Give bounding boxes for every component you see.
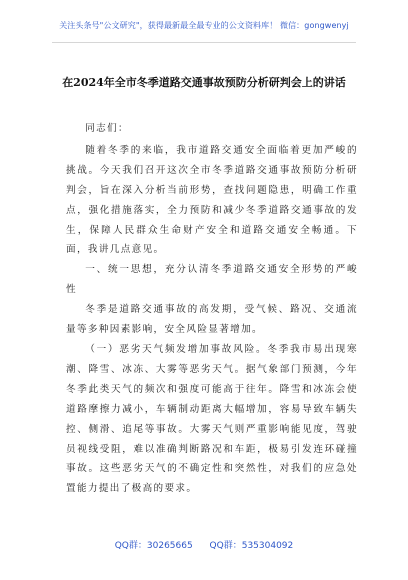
footer-qq-groups: QQ群：30265665 QQ群：535304092: [114, 541, 294, 551]
body-paragraph: 冬季是道路交通事故的高发期，受气候、路况、交通流量等多种因素影响，安全风险显著增加。: [66, 304, 358, 336]
greeting-paragraph: 同志们：: [85, 123, 129, 134]
intro-paragraph: 随着冬季的来临，我市道路交通安全面临着更加严峻的挑战。今天我们召开这次全市冬季道路交通事故预防分析研判会，旨在深入分析当前形势，查找问题隐患，明确工作重点，强化措施落实，全力预防和减少冬季道路交通事故的发生，保障人民群众生命财产安全和道路交通安全畅通。下面，我讲几点意见。: [66, 144, 358, 256]
document-body: [66, 119, 358, 499]
section-heading-1: 一、统一思想，充分认清冬季道路交通安全形势的严峻性: [66, 264, 358, 296]
document-title: 在2024年全市冬季道路交通事故预防分析研判会上的讲话: [62, 76, 346, 89]
header-divider: [52, 42, 356, 43]
body-paragraph: （一）恶劣天气频发增加事故风险。冬季我市易出现寒潮、降雪、冰冻、大雾等恶劣天气。据气象部门预测，今年冬季此类天气的频次和强度可能高于往年。降雪和冰冻会使道路摩擦力减小，车辆制动距离大幅增加，容易导致车辆失控、侧滑、追尾等事故。大雾天气则严重影响能见度，驾驶员视线受阻，难以准确判断路况和车距，极易引发连环碰撞事故。这些恶劣天气的不确定性和突然性，对我们的应急处置能力提出了极高的要求。: [66, 343, 358, 495]
header-promo-text: 关注头条号"公文研究"，获得最新最全最专业的公文资料库！ 微信：gongwenyj: [59, 21, 349, 30]
